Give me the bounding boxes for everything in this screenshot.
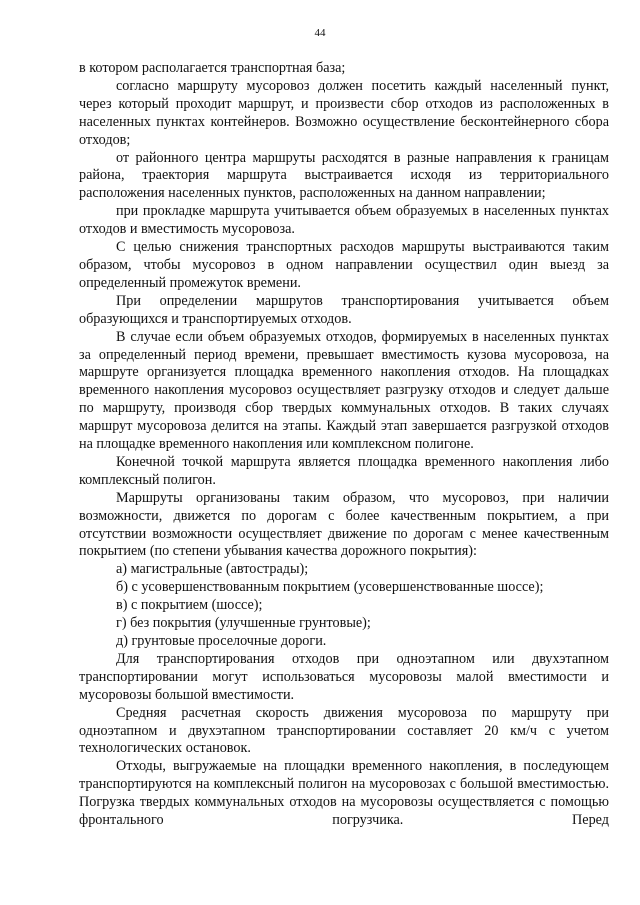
paragraph: С целью снижения транспортных расходов маршруты выстраиваются таким образом, чтобы мусоровоз в одном направлении осуществил один выезд за определенный промежуток времени. [79,239,609,291]
paragraph: Маршруты организованы таким образом, что мусоровоз, при наличии возможности, движется по дорогам с более качественным покрытием, а при отсутствии возможности осуществляет движение по дорогам с менее качественным покрытием (по степени убывания качества дорожного покрытия): [79,489,609,560]
paragraph: В случае если объем образуемых отходов, формируемых в населенных пунктах за определенный период времени, превышает вместимость кузова мусоровоза, на маршруте организуется площадка временного накопления отходов. На площадках временного накопления мусоровоз осуществляет разгрузку отходов и следует дальше по маршруту, производя сбор твердых коммунальных отходов. В таких случаях маршрут мусоровоза делится на этапы. Каждый этап завершается разгрузкой отходов на площадке временного накопления или комплексном полигоне. [79,328,609,453]
page-number: 44 [314,27,326,39]
paragraph: При определении маршрутов транспортирования учитывается объем образующихся и транспортируемых отходов. [79,292,609,327]
paragraph: а) магистральные (автострады); [116,561,309,578]
paragraph: б) с усовершенствованным покрытием (усовершенствованные шоссе); [116,579,544,596]
paragraph: Отходы, выгружаемые на площадки временного накопления, в последующем транспортируются на комплексный полигон на мусоровозах с большой вместимостью. Погрузка твердых коммунальных отходов на мусоровозы осуществляется с помощью фронтального погрузчика. Перед [79,758,609,829]
paragraph: согласно маршруту мусоровоз должен посетить каждый населенный пункт, через который проходит маршрут, и произвести сбор отходов из расположенных в населенных пунктах контейнеров. Возможно осуществление бесконтейнерного сбора отходов; [79,77,609,148]
paragraph: д) грунтовые проселочные дороги. [116,633,327,649]
paragraph: в котором располагается транспортная база; [79,60,346,76]
paragraph: при прокладке маршрута учитывается объем образуемых в населенных пунктах отходов и вместимость мусоровоза. [79,203,609,238]
paragraph: в) с покрытием (шоссе); [116,597,263,614]
paragraph: Средняя расчетная скорость движения мусоровоза по маршруту при одноэтапном и двухэтапном транспортировании составляет 20 км/ч с учетом технологических остановок. [79,704,609,757]
paragraph: от районного центра маршруты расходятся в разные направления к границам района, траектория маршрута выстраивается исходя из территориального расположения населенных пунктов, расположенных на данном направлении; [79,149,609,202]
paragraph: Для транспортирования отходов при одноэтапном или двухэтапном транспортировании могут использоваться мусоровозы малой вместимости и мусоровозы большой вместимости. [79,650,609,703]
paragraph: г) без покрытия (улучшенные грунтовые); [116,615,371,632]
paragraph: Конечной точкой маршрута является площадка временного накопления либо комплексный полигон. [79,453,609,488]
page-body [79,60,609,830]
